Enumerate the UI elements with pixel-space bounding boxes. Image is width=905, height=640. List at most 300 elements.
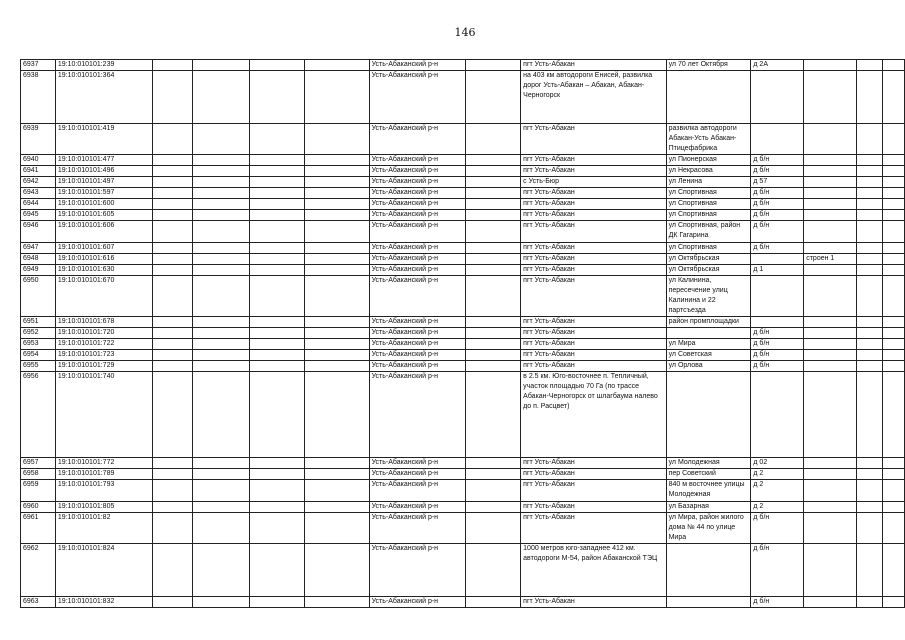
table-row — [21, 458, 905, 469]
cell-building — [804, 199, 857, 210]
cell-number: 6954 — [21, 350, 56, 361]
cell-empty — [466, 469, 521, 480]
cell-empty — [250, 243, 305, 254]
cell-empty — [466, 177, 521, 188]
cell-district: Усть-Абаканский р-н — [369, 317, 466, 328]
cell-empty — [250, 544, 305, 597]
cell-cadastral-number: 19:10:010101:239 — [55, 60, 152, 71]
cell-empty — [857, 60, 883, 71]
cell-empty — [466, 210, 521, 221]
cell-empty — [857, 199, 883, 210]
cell-district: Усть-Абаканский р-н — [369, 166, 466, 177]
cell-empty — [152, 469, 192, 480]
cell-empty — [857, 317, 883, 328]
cell-locality: пгт Усть-Абакан — [521, 124, 666, 155]
cell-number: 6938 — [21, 71, 56, 124]
cell-locality: пгт Усть-Абакан — [521, 254, 666, 265]
cell-empty — [857, 276, 883, 317]
cell-empty — [882, 597, 904, 608]
cell-empty — [250, 513, 305, 544]
cell-building — [804, 276, 857, 317]
cell-empty — [857, 597, 883, 608]
cell-house: д б/н — [751, 350, 804, 361]
cell-empty — [882, 317, 904, 328]
cell-house: д б/н — [751, 188, 804, 199]
cell-empty — [192, 265, 250, 276]
cell-empty — [466, 544, 521, 597]
cell-cadastral-number: 19:10:010101:597 — [55, 188, 152, 199]
cell-building — [804, 166, 857, 177]
cell-empty — [304, 339, 369, 350]
cell-empty — [250, 155, 305, 166]
cell-empty — [857, 339, 883, 350]
cell-empty — [192, 328, 250, 339]
cell-empty — [152, 221, 192, 243]
cell-house: д 2А — [751, 60, 804, 71]
cell-empty — [466, 60, 521, 71]
cell-empty — [857, 513, 883, 544]
cell-cadastral-number: 19:10:010101:740 — [55, 372, 152, 458]
cell-locality: пгт Усть-Абакан — [521, 221, 666, 243]
cell-number: 6950 — [21, 276, 56, 317]
cell-house: д 2 — [751, 502, 804, 513]
cell-empty — [882, 276, 904, 317]
cell-empty — [304, 177, 369, 188]
cell-house: д б/н — [751, 328, 804, 339]
table-row — [21, 597, 905, 608]
cell-locality: на 403 км автодороги Енисей, развилка дорог Усть-Абакан – Абакан, Абакан-Черногорск — [521, 71, 666, 124]
cell-empty — [304, 155, 369, 166]
cell-district: Усть-Абаканский р-н — [369, 372, 466, 458]
cell-empty — [152, 544, 192, 597]
cell-empty — [466, 328, 521, 339]
cell-empty — [466, 199, 521, 210]
table-row — [21, 155, 905, 166]
cell-street: ул Калинина, пересечение улиц Калинина и 22 партсъезда — [666, 276, 751, 317]
cell-building — [804, 339, 857, 350]
cell-locality: пгт Усть-Абакан — [521, 339, 666, 350]
cell-empty — [250, 469, 305, 480]
cell-street — [666, 328, 751, 339]
cell-empty — [192, 544, 250, 597]
cell-district: Усть-Абаканский р-н — [369, 210, 466, 221]
cell-empty — [466, 480, 521, 502]
cell-district: Усть-Абаканский р-н — [369, 350, 466, 361]
table-row — [21, 350, 905, 361]
cell-locality: пгт Усть-Абакан — [521, 276, 666, 317]
cell-empty — [304, 210, 369, 221]
cell-street — [666, 71, 751, 124]
cell-street — [666, 544, 751, 597]
cell-cadastral-number: 19:10:010101:616 — [55, 254, 152, 265]
cell-empty — [152, 276, 192, 317]
cell-empty — [466, 243, 521, 254]
cell-cadastral-number: 19:10:010101:606 — [55, 221, 152, 243]
cell-empty — [152, 361, 192, 372]
cell-empty — [466, 361, 521, 372]
cell-empty — [857, 221, 883, 243]
cell-house — [751, 372, 804, 458]
cell-empty — [882, 221, 904, 243]
cell-house: д б/н — [751, 199, 804, 210]
cell-cadastral-number: 19:10:010101:670 — [55, 276, 152, 317]
cell-empty — [192, 221, 250, 243]
cell-street: пер Советский — [666, 469, 751, 480]
cell-empty — [882, 71, 904, 124]
cell-locality: пгт Усть-Абакан — [521, 60, 666, 71]
cell-empty — [466, 221, 521, 243]
cell-empty — [882, 469, 904, 480]
cell-empty — [857, 124, 883, 155]
cell-empty — [304, 188, 369, 199]
cell-empty — [857, 361, 883, 372]
table-row — [21, 469, 905, 480]
cell-empty — [250, 60, 305, 71]
cell-number: 6962 — [21, 544, 56, 597]
cell-house — [751, 317, 804, 328]
cell-empty — [152, 60, 192, 71]
cell-empty — [250, 71, 305, 124]
table-row — [21, 221, 905, 243]
cell-empty — [304, 60, 369, 71]
cell-empty — [192, 597, 250, 608]
cell-locality: пгт Усть-Абакан — [521, 597, 666, 608]
table-row — [21, 276, 905, 317]
cell-empty — [466, 276, 521, 317]
cell-number: 6944 — [21, 199, 56, 210]
cell-empty — [882, 124, 904, 155]
cell-house: д 2 — [751, 480, 804, 502]
table-row — [21, 513, 905, 544]
table-row — [21, 480, 905, 502]
cell-house — [751, 276, 804, 317]
cell-street: ул Спортивная — [666, 199, 751, 210]
cell-empty — [250, 124, 305, 155]
cell-empty — [152, 177, 192, 188]
cell-empty — [882, 155, 904, 166]
cell-district: Усть-Абаканский р-н — [369, 71, 466, 124]
cell-locality: пгт Усть-Абакан — [521, 166, 666, 177]
cell-locality: пгт Усть-Абакан — [521, 265, 666, 276]
cell-locality: пгт Усть-Абакан — [521, 199, 666, 210]
cell-district: Усть-Абаканский р-н — [369, 199, 466, 210]
table-row — [21, 188, 905, 199]
cell-empty — [857, 210, 883, 221]
cell-empty — [304, 350, 369, 361]
cell-building — [804, 221, 857, 243]
cell-empty — [466, 513, 521, 544]
registry-table — [20, 59, 905, 608]
cell-empty — [466, 155, 521, 166]
cell-empty — [152, 372, 192, 458]
table-row — [21, 124, 905, 155]
cell-street: ул Спортивная, район ДК Гагарина — [666, 221, 751, 243]
cell-cadastral-number: 19:10:010101:82 — [55, 513, 152, 544]
cell-district: Усть-Абаканский р-н — [369, 597, 466, 608]
cell-building — [804, 124, 857, 155]
cell-number: 6949 — [21, 265, 56, 276]
cell-empty — [192, 502, 250, 513]
cell-street: ул Советская — [666, 350, 751, 361]
cell-empty — [882, 265, 904, 276]
cell-empty — [857, 458, 883, 469]
cell-street: ул Октябрьская — [666, 254, 751, 265]
cell-cadastral-number: 19:10:010101:605 — [55, 210, 152, 221]
table-row — [21, 372, 905, 458]
cell-empty — [304, 544, 369, 597]
cell-building — [804, 188, 857, 199]
cell-empty — [466, 254, 521, 265]
cell-number: 6960 — [21, 502, 56, 513]
cell-empty — [466, 317, 521, 328]
cell-number: 6937 — [21, 60, 56, 71]
cell-street: ул Спортивная — [666, 210, 751, 221]
cell-empty — [466, 265, 521, 276]
cell-empty — [250, 339, 305, 350]
cell-house: д 2 — [751, 469, 804, 480]
cell-building — [804, 328, 857, 339]
cell-building — [804, 243, 857, 254]
cell-building — [804, 155, 857, 166]
cell-empty — [192, 480, 250, 502]
cell-empty — [304, 328, 369, 339]
cell-building — [804, 350, 857, 361]
cell-empty — [192, 71, 250, 124]
cell-empty — [250, 177, 305, 188]
cell-empty — [304, 199, 369, 210]
cell-empty — [304, 243, 369, 254]
table-row — [21, 210, 905, 221]
cell-building — [804, 480, 857, 502]
cell-house: д б/н — [751, 513, 804, 544]
cell-locality: пгт Усть-Абакан — [521, 155, 666, 166]
table-row — [21, 60, 905, 71]
cell-empty — [304, 71, 369, 124]
cell-empty — [250, 328, 305, 339]
cell-house: д 1 — [751, 265, 804, 276]
cell-empty — [152, 210, 192, 221]
cell-empty — [250, 502, 305, 513]
cell-empty — [304, 513, 369, 544]
cell-empty — [304, 276, 369, 317]
cell-house: д 02 — [751, 458, 804, 469]
cell-building — [804, 458, 857, 469]
cell-empty — [250, 254, 305, 265]
cell-locality: пгт Усть-Абакан — [521, 350, 666, 361]
cell-house: д б/н — [751, 243, 804, 254]
cell-district: Усть-Абаканский р-н — [369, 124, 466, 155]
cell-number: 6947 — [21, 243, 56, 254]
cell-district: Усть-Абаканский р-н — [369, 502, 466, 513]
cell-empty — [857, 243, 883, 254]
cell-district: Усть-Абаканский р-н — [369, 60, 466, 71]
cell-cadastral-number: 19:10:010101:832 — [55, 597, 152, 608]
cell-locality: 1000 метров юго-западнее 412 км. автодороги М-54, район Абаканской ТЭЦ — [521, 544, 666, 597]
cell-empty — [857, 71, 883, 124]
cell-cadastral-number: 19:10:010101:419 — [55, 124, 152, 155]
cell-building — [804, 361, 857, 372]
cell-district: Усть-Абаканский р-н — [369, 328, 466, 339]
cell-empty — [192, 155, 250, 166]
cell-empty — [250, 166, 305, 177]
cell-empty — [304, 502, 369, 513]
cell-house — [751, 124, 804, 155]
cell-empty — [304, 361, 369, 372]
table-row — [21, 544, 905, 597]
cell-empty — [466, 372, 521, 458]
cell-empty — [250, 188, 305, 199]
cell-building — [804, 502, 857, 513]
cell-empty — [882, 199, 904, 210]
cell-empty — [192, 166, 250, 177]
cell-locality: в 2.5 км. Юго-восточнее п. Тепличный, участок площадью 70 Га (по трассе Абакан-Черногорск от шлагбаума налево до п. Расцвет) — [521, 372, 666, 458]
cell-empty — [882, 513, 904, 544]
cell-cadastral-number: 19:10:010101:497 — [55, 177, 152, 188]
cell-cadastral-number: 19:10:010101:723 — [55, 350, 152, 361]
cell-empty — [882, 328, 904, 339]
cell-empty — [466, 339, 521, 350]
cell-house: д б/н — [751, 210, 804, 221]
cell-street — [666, 597, 751, 608]
cell-building: строен 1 — [804, 254, 857, 265]
cell-empty — [250, 276, 305, 317]
cell-empty — [192, 124, 250, 155]
cell-building — [804, 469, 857, 480]
cell-empty — [152, 254, 192, 265]
page-number: 146 — [454, 26, 476, 39]
cell-locality: пгт Усть-Абакан — [521, 361, 666, 372]
cell-empty — [857, 328, 883, 339]
cell-empty — [304, 124, 369, 155]
cell-empty — [882, 544, 904, 597]
cell-number: 6948 — [21, 254, 56, 265]
cell-empty — [250, 361, 305, 372]
cell-number: 6963 — [21, 597, 56, 608]
cell-cadastral-number: 19:10:010101:824 — [55, 544, 152, 597]
cell-empty — [882, 254, 904, 265]
cell-empty — [152, 155, 192, 166]
table-row — [21, 199, 905, 210]
cell-number: 6956 — [21, 372, 56, 458]
cell-district: Усть-Абаканский р-н — [369, 243, 466, 254]
cell-locality: пгт Усть-Абакан — [521, 243, 666, 254]
cell-building — [804, 597, 857, 608]
table-row — [21, 254, 905, 265]
cell-district: Усть-Абаканский р-н — [369, 254, 466, 265]
cell-cadastral-number: 19:10:010101:607 — [55, 243, 152, 254]
cell-district: Усть-Абаканский р-н — [369, 544, 466, 597]
cell-empty — [882, 339, 904, 350]
cell-empty — [857, 544, 883, 597]
cell-street: ул Спортивная — [666, 188, 751, 199]
cell-building — [804, 265, 857, 276]
cell-number: 6951 — [21, 317, 56, 328]
cell-empty — [466, 458, 521, 469]
cell-number: 6945 — [21, 210, 56, 221]
cell-empty — [192, 372, 250, 458]
cell-empty — [152, 513, 192, 544]
cell-locality: пгт Усть-Абакан — [521, 513, 666, 544]
cell-street: ул Молодежная — [666, 458, 751, 469]
cell-empty — [192, 60, 250, 71]
cell-locality: пгт Усть-Абакан — [521, 210, 666, 221]
cell-locality: с Усть-Бюр — [521, 177, 666, 188]
cell-empty — [250, 458, 305, 469]
cell-number: 6940 — [21, 155, 56, 166]
cell-street: 840 м восточнее улицы Молодежная — [666, 480, 751, 502]
cell-district: Усть-Абаканский р-н — [369, 339, 466, 350]
cell-cadastral-number: 19:10:010101:789 — [55, 469, 152, 480]
cell-locality: пгт Усть-Абакан — [521, 328, 666, 339]
cell-empty — [304, 166, 369, 177]
cell-empty — [466, 502, 521, 513]
table-row — [21, 317, 905, 328]
cell-district: Усть-Абаканский р-н — [369, 276, 466, 317]
cell-district: Усть-Абаканский р-н — [369, 361, 466, 372]
cell-empty — [857, 480, 883, 502]
cell-cadastral-number: 19:10:010101:793 — [55, 480, 152, 502]
cell-empty — [192, 188, 250, 199]
cell-empty — [250, 221, 305, 243]
cell-empty — [857, 265, 883, 276]
cell-district: Усть-Абаканский р-н — [369, 513, 466, 544]
cell-empty — [152, 480, 192, 502]
cell-locality: пгт Усть-Абакан — [521, 188, 666, 199]
cell-street: развилка автодороги Абакан-Усть Абакан-Птицефабрика — [666, 124, 751, 155]
table-row — [21, 339, 905, 350]
cell-empty — [882, 372, 904, 458]
table-row — [21, 361, 905, 372]
cell-empty — [250, 265, 305, 276]
cell-building — [804, 177, 857, 188]
cell-building — [804, 544, 857, 597]
cell-empty — [857, 502, 883, 513]
cell-empty — [304, 372, 369, 458]
cell-street: ул Спортивная — [666, 243, 751, 254]
cell-locality: пгт Усть-Абакан — [521, 317, 666, 328]
cell-empty — [152, 350, 192, 361]
cell-empty — [882, 166, 904, 177]
cell-house: д б/н — [751, 166, 804, 177]
cell-locality: пгт Усть-Абакан — [521, 458, 666, 469]
cell-district: Усть-Абаканский р-н — [369, 480, 466, 502]
cell-empty — [304, 221, 369, 243]
cell-number: 6961 — [21, 513, 56, 544]
cell-empty — [466, 124, 521, 155]
cell-street: ул Мира, район жилого дома № 44 по улице Мира — [666, 513, 751, 544]
cell-cadastral-number: 19:10:010101:720 — [55, 328, 152, 339]
cell-building — [804, 317, 857, 328]
cell-street: ул Октябрьская — [666, 265, 751, 276]
cell-building — [804, 372, 857, 458]
cell-street: ул 70 лет Октября — [666, 60, 751, 71]
cell-empty — [882, 361, 904, 372]
cell-cadastral-number: 19:10:010101:805 — [55, 502, 152, 513]
cell-empty — [152, 458, 192, 469]
cell-empty — [882, 188, 904, 199]
cell-empty — [152, 339, 192, 350]
cell-cadastral-number: 19:10:010101:600 — [55, 199, 152, 210]
cell-empty — [304, 254, 369, 265]
cell-cadastral-number: 19:10:010101:729 — [55, 361, 152, 372]
cell-empty — [882, 60, 904, 71]
table-row — [21, 265, 905, 276]
cell-empty — [857, 254, 883, 265]
cell-empty — [304, 317, 369, 328]
cell-number: 6953 — [21, 339, 56, 350]
cell-empty — [192, 317, 250, 328]
registry-body — [21, 60, 905, 608]
